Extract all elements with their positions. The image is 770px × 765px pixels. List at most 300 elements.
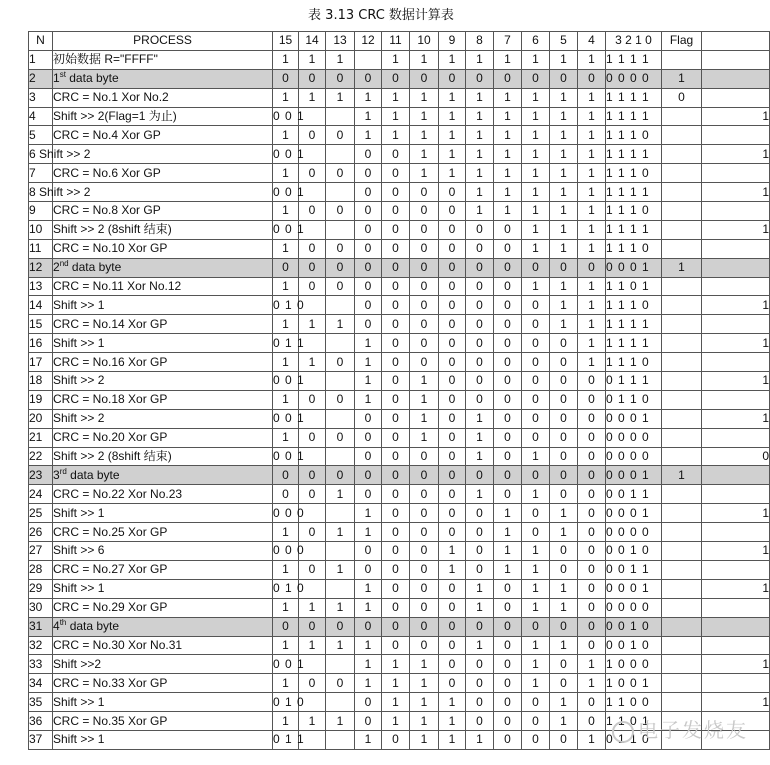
bit-cell: 0 <box>439 485 466 504</box>
bit-cell: 1 <box>410 88 439 107</box>
table-row <box>29 636 770 655</box>
bit-cell: 0 <box>494 617 522 636</box>
flag-cell <box>662 598 702 617</box>
bit-cell: 1 <box>355 353 382 372</box>
table-row <box>29 447 770 466</box>
process-text: 3 <box>53 467 60 482</box>
bit-cell: 1 <box>494 126 522 145</box>
bit-cell: 0 <box>382 523 410 542</box>
bit-cell: 1 <box>382 88 410 107</box>
extra-cell <box>702 315 770 334</box>
bit-cell: 0 <box>382 372 410 391</box>
bit-cell: 1 <box>522 277 550 296</box>
bit-cell: 1 <box>522 164 550 183</box>
bit-cell: 1 <box>494 145 522 164</box>
row-process <box>53 655 273 674</box>
bit-cell <box>326 334 355 353</box>
bit-cell: 1 <box>299 636 326 655</box>
flag-cell <box>662 428 702 447</box>
row-number: 26 <box>29 523 53 542</box>
flag-cell: 1 <box>662 69 702 88</box>
bit-cell: 1 <box>382 712 410 731</box>
table-row <box>29 353 770 372</box>
process-suffix: data byte <box>65 71 119 86</box>
low-bits-cell: 1 0 0 0 <box>606 655 662 674</box>
flag-cell <box>662 655 702 674</box>
bit-cell: 1 <box>326 636 355 655</box>
bit-cell: 0 0 1 <box>273 183 299 202</box>
bit-cell: 1 <box>439 560 466 579</box>
bit-cell: 0 <box>326 674 355 693</box>
bit-cell: 0 0 1 <box>273 372 299 391</box>
bit-cell: 0 <box>382 560 410 579</box>
bit-cell: 0 <box>522 504 550 523</box>
bit-cell: 0 <box>466 372 494 391</box>
row-number: 2 <box>29 69 53 88</box>
process-suffix: data byte <box>66 619 120 634</box>
bit-cell: 0 0 1 <box>273 220 299 239</box>
bit-cell: 0 <box>382 542 410 561</box>
header-bit: 11 <box>382 32 410 51</box>
bit-cell: 0 <box>355 542 382 561</box>
extra-cell <box>702 523 770 542</box>
bit-cell: 0 <box>439 598 466 617</box>
bit-cell: 1 <box>550 220 578 239</box>
low-bits-cell: 0 0 1 1 <box>606 560 662 579</box>
bit-cell: 1 <box>466 428 494 447</box>
bit-cell: 0 <box>494 579 522 598</box>
bit-cell: 1 <box>466 730 494 749</box>
row-process <box>53 258 273 277</box>
bit-cell: 0 <box>355 202 382 221</box>
process-text: Shift >> 1 <box>53 297 105 312</box>
table-row <box>29 183 770 202</box>
bit-cell: 0 <box>382 466 410 485</box>
bit-cell: 1 <box>578 353 606 372</box>
bit-cell: 0 <box>494 296 522 315</box>
bit-cell: 0 <box>355 296 382 315</box>
bit-cell: 1 <box>522 88 550 107</box>
watermark <box>612 714 748 743</box>
bit-cell: 0 <box>355 277 382 296</box>
bit-cell: 1 <box>273 674 299 693</box>
bit-cell: 1 <box>326 598 355 617</box>
table-row <box>29 220 770 239</box>
bit-cell: 0 <box>410 183 439 202</box>
flag-cell: 1 <box>662 466 702 485</box>
table-row <box>29 579 770 598</box>
bit-cell: 1 <box>494 88 522 107</box>
row-process <box>53 390 273 409</box>
process-text: Shift >> 2 <box>53 411 105 426</box>
bit-cell: 0 <box>326 277 355 296</box>
bit-cell: 0 <box>578 485 606 504</box>
flag-cell <box>662 315 702 334</box>
bit-cell: 0 <box>410 466 439 485</box>
row-number: 9 <box>29 202 53 221</box>
row-process <box>53 466 273 485</box>
bit-cell: 0 <box>326 202 355 221</box>
flag-cell <box>662 447 702 466</box>
process-text: Shift >> 2 <box>53 373 105 388</box>
bit-cell: 0 <box>299 390 326 409</box>
bit-cell: 0 <box>410 69 439 88</box>
bit-cell: 0 <box>382 258 410 277</box>
low-bits-cell: 1 1 0 1 <box>606 712 662 731</box>
bit-cell <box>326 409 355 428</box>
bit-cell: 0 <box>466 542 494 561</box>
bit-cell: 1 <box>494 50 522 69</box>
flag-cell <box>662 674 702 693</box>
flag-cell <box>662 277 702 296</box>
extra-cell <box>702 69 770 88</box>
table-row <box>29 50 770 69</box>
bit-cell: 0 <box>382 202 410 221</box>
flag-cell <box>662 334 702 353</box>
flag-cell <box>662 220 702 239</box>
extra-cell: 1 <box>702 107 770 126</box>
bit-cell: 0 0 1 <box>273 145 299 164</box>
bit-cell: 1 <box>550 296 578 315</box>
bit-cell: 0 <box>326 258 355 277</box>
bit-cell: 0 <box>382 636 410 655</box>
low-bits-cell: 0 0 0 0 <box>606 598 662 617</box>
bit-cell: 1 <box>522 447 550 466</box>
bit-cell: 0 <box>439 334 466 353</box>
bit-cell: 0 <box>299 466 326 485</box>
bit-cell: 0 <box>382 183 410 202</box>
bit-cell: 1 <box>578 202 606 221</box>
bit-cell: 0 <box>522 353 550 372</box>
bit-cell: 1 <box>382 126 410 145</box>
flag-cell <box>662 353 702 372</box>
bit-cell: 1 <box>326 712 355 731</box>
bit-cell: 1 <box>299 88 326 107</box>
bit-cell: 0 <box>578 428 606 447</box>
ordinal-suffix: th <box>59 618 67 628</box>
table-row <box>29 334 770 353</box>
bit-cell: 1 <box>494 164 522 183</box>
row-process <box>53 485 273 504</box>
bit-cell: 1 <box>355 126 382 145</box>
header-flag: Flag <box>662 32 702 51</box>
low-bits-cell: 1 1 1 1 <box>606 107 662 126</box>
table-row <box>29 466 770 485</box>
flag-cell <box>662 145 702 164</box>
row-process <box>53 220 273 239</box>
bit-cell: 0 <box>410 353 439 372</box>
bit-cell: 0 <box>522 296 550 315</box>
bit-cell: 0 <box>382 598 410 617</box>
bit-cell: 0 <box>299 428 326 447</box>
row-process <box>53 560 273 579</box>
bit-cell: 0 <box>466 560 494 579</box>
bit-cell: 1 <box>578 655 606 674</box>
bit-cell: 0 <box>410 579 439 598</box>
low-bits-cell: 1 1 1 0 <box>606 239 662 258</box>
bit-cell: 0 <box>326 390 355 409</box>
bit-cell: 1 <box>439 107 466 126</box>
row-number: 34 <box>29 674 53 693</box>
bit-cell: 1 <box>466 485 494 504</box>
bit-cell: 0 <box>326 239 355 258</box>
flag-cell <box>662 523 702 542</box>
bit-cell: 1 <box>410 409 439 428</box>
bit-cell: 0 <box>382 353 410 372</box>
extra-cell <box>702 598 770 617</box>
bit-cell: 0 <box>550 409 578 428</box>
bit-cell: 0 <box>522 258 550 277</box>
low-bits-cell: 1 1 0 0 <box>606 693 662 712</box>
row-process <box>53 334 273 353</box>
low-bits-cell: 0 0 0 0 <box>606 428 662 447</box>
bit-cell: 0 <box>410 636 439 655</box>
bit-cell <box>355 50 382 69</box>
crc-table <box>28 31 770 750</box>
bit-cell: 1 <box>382 655 410 674</box>
bit-cell: 1 <box>410 145 439 164</box>
bit-cell: 1 <box>466 88 494 107</box>
bit-cell: 1 <box>355 88 382 107</box>
low-bits-cell: 1 1 1 0 <box>606 353 662 372</box>
low-bits-cell: 0 0 0 1 <box>606 466 662 485</box>
bit-cell: 0 <box>494 712 522 731</box>
bit-cell: 0 <box>494 655 522 674</box>
process-text: 1 <box>53 71 60 86</box>
bit-cell: 1 <box>466 202 494 221</box>
row-process <box>53 447 273 466</box>
bit-cell: 1 <box>355 504 382 523</box>
bit-cell <box>326 372 355 391</box>
table-row <box>29 504 770 523</box>
bit-cell: 0 <box>466 617 494 636</box>
bit-cell: 0 <box>410 277 439 296</box>
bit-cell: 0 <box>439 617 466 636</box>
row-process <box>53 69 273 88</box>
extra-cell <box>702 428 770 447</box>
table-row <box>29 693 770 712</box>
bit-cell: 1 <box>494 107 522 126</box>
header-bit: 14 <box>299 32 326 51</box>
flag-cell <box>662 485 702 504</box>
low-bits-cell: 1 1 1 1 <box>606 315 662 334</box>
bit-cell: 1 <box>522 50 550 69</box>
bit-cell: 0 <box>578 523 606 542</box>
bit-cell: 1 <box>522 107 550 126</box>
bit-cell: 0 <box>466 220 494 239</box>
bit-cell: 0 <box>355 315 382 334</box>
row-process <box>53 50 273 69</box>
row-process <box>53 579 273 598</box>
bit-cell: 0 <box>578 579 606 598</box>
bit-cell: 1 <box>550 693 578 712</box>
ordinal-suffix: st <box>59 70 66 80</box>
bit-cell: 1 <box>522 560 550 579</box>
bit-cell: 1 <box>273 277 299 296</box>
bit-cell: 0 <box>355 239 382 258</box>
low-bits-cell: 1 1 1 1 <box>606 220 662 239</box>
extra-cell <box>702 466 770 485</box>
process-text: CRC = No.33 Xor GP <box>53 675 168 690</box>
extra-cell: 1 <box>702 334 770 353</box>
bit-cell: 0 <box>439 428 466 447</box>
bit-cell: 1 <box>355 390 382 409</box>
bit-cell: 1 <box>522 220 550 239</box>
bit-cell: 0 <box>494 390 522 409</box>
bit-cell: 0 <box>326 164 355 183</box>
bit-cell: 0 <box>382 315 410 334</box>
row-number: 25 <box>29 504 53 523</box>
table-caption: 表 3.13 CRC 数据计算表 <box>308 8 454 23</box>
row-number: 12 <box>29 258 53 277</box>
bit-cell: 0 <box>550 466 578 485</box>
bit-cell: 1 <box>522 183 550 202</box>
header-bit: 8 <box>466 32 494 51</box>
bit-cell: 0 0 0 <box>273 504 299 523</box>
flag-cell <box>662 107 702 126</box>
watermark-logo-icon <box>612 721 634 743</box>
bit-cell: 1 <box>410 674 439 693</box>
process-text: 初始数据 R="FFFF" <box>53 52 158 67</box>
bit-cell: 0 0 1 <box>273 409 299 428</box>
bit-cell: 1 <box>578 239 606 258</box>
bit-cell: 1 <box>550 202 578 221</box>
bit-cell: 0 <box>439 447 466 466</box>
extra-cell <box>702 636 770 655</box>
row-process <box>53 372 273 391</box>
bit-cell: 0 <box>550 353 578 372</box>
low-bits-cell: 0 0 0 0 <box>606 447 662 466</box>
bit-cell <box>326 579 355 598</box>
bit-cell: 1 <box>355 523 382 542</box>
bit-cell: 0 <box>578 258 606 277</box>
extra-cell <box>702 617 770 636</box>
row-process <box>53 202 273 221</box>
bit-cell: 0 <box>299 239 326 258</box>
bit-cell: 0 <box>522 334 550 353</box>
bit-cell: 1 <box>273 390 299 409</box>
flag-cell <box>662 50 702 69</box>
row-process <box>53 598 273 617</box>
bit-cell: 0 <box>522 69 550 88</box>
bit-cell: 1 <box>410 693 439 712</box>
bit-cell: 1 <box>578 145 606 164</box>
row-number: 33 <box>29 655 53 674</box>
bit-cell: 1 <box>355 636 382 655</box>
bit-cell: 0 <box>522 315 550 334</box>
header-bit: 4 <box>578 32 606 51</box>
bit-cell: 0 <box>439 636 466 655</box>
bit-cell: 0 <box>355 466 382 485</box>
bit-cell: 0 <box>439 655 466 674</box>
extra-cell <box>702 50 770 69</box>
bit-cell: 0 <box>550 428 578 447</box>
row-process <box>53 712 273 731</box>
row-number: 20 <box>29 409 53 428</box>
bit-cell <box>326 183 355 202</box>
bit-cell: 1 <box>326 88 355 107</box>
bit-cell: 0 <box>578 409 606 428</box>
header-low-bits: 3 2 1 0 <box>606 32 662 51</box>
row-number: 7 <box>29 164 53 183</box>
bit-cell: 1 <box>273 50 299 69</box>
header-bit: 10 <box>410 32 439 51</box>
bit-cell: 0 <box>466 315 494 334</box>
row-number: 37 <box>29 730 53 749</box>
bit-cell: 0 1 0 <box>273 693 299 712</box>
flag-cell <box>662 202 702 221</box>
low-bits-cell: 1 1 1 1 <box>606 183 662 202</box>
header-row <box>29 32 770 51</box>
bit-cell: 0 <box>410 220 439 239</box>
flag-cell: 1 <box>662 258 702 277</box>
bit-cell: 0 <box>382 617 410 636</box>
row-process <box>53 353 273 372</box>
row-number: 13 <box>29 277 53 296</box>
bit-cell: 0 <box>466 504 494 523</box>
bit-cell: 0 <box>522 390 550 409</box>
bit-cell: 1 <box>273 428 299 447</box>
bit-cell: 1 <box>273 353 299 372</box>
row-process <box>53 126 273 145</box>
bit-cell: 0 <box>355 428 382 447</box>
process-text: Shift >> 2 (8shift 结束) <box>53 449 172 464</box>
row-number: 8 Shift >> 2 <box>29 183 53 202</box>
bit-cell: 0 <box>578 447 606 466</box>
bit-cell <box>326 504 355 523</box>
bit-cell: 0 <box>466 69 494 88</box>
row-number: 27 <box>29 542 53 561</box>
process-text: Shift >> 6 <box>53 543 105 558</box>
bit-cell: 0 <box>578 390 606 409</box>
row-number: 4 <box>29 107 53 126</box>
bit-cell: 0 <box>494 315 522 334</box>
process-text: CRC = No.8 Xor GP <box>53 203 161 218</box>
bit-cell: 0 <box>410 598 439 617</box>
bit-cell: 0 <box>382 239 410 258</box>
bit-cell: 0 1 1 <box>273 730 299 749</box>
bit-cell: 1 <box>382 107 410 126</box>
bit-cell: 0 <box>439 504 466 523</box>
flag-cell <box>662 372 702 391</box>
bit-cell: 0 <box>494 258 522 277</box>
bit-cell: 0 <box>439 674 466 693</box>
bit-cell: 1 <box>466 579 494 598</box>
table-row <box>29 655 770 674</box>
table-row <box>29 409 770 428</box>
bit-cell: 1 <box>273 598 299 617</box>
extra-cell <box>702 390 770 409</box>
bit-cell: 1 <box>494 504 522 523</box>
low-bits-cell: 1 1 1 1 <box>606 88 662 107</box>
bit-cell: 1 <box>355 674 382 693</box>
row-process <box>53 164 273 183</box>
flag-cell <box>662 239 702 258</box>
bit-cell: 1 <box>410 655 439 674</box>
process-text: CRC = No.16 Xor GP <box>53 354 168 369</box>
bit-cell: 1 <box>410 164 439 183</box>
bit-cell: 1 <box>355 372 382 391</box>
bit-cell: 0 <box>494 372 522 391</box>
bit-cell: 0 <box>439 390 466 409</box>
bit-cell: 1 <box>550 315 578 334</box>
row-process <box>53 239 273 258</box>
bit-cell: 1 <box>550 523 578 542</box>
bit-cell: 0 <box>355 617 382 636</box>
bit-cell: 1 <box>466 126 494 145</box>
bit-cell: 1 <box>273 712 299 731</box>
flag-cell <box>662 390 702 409</box>
